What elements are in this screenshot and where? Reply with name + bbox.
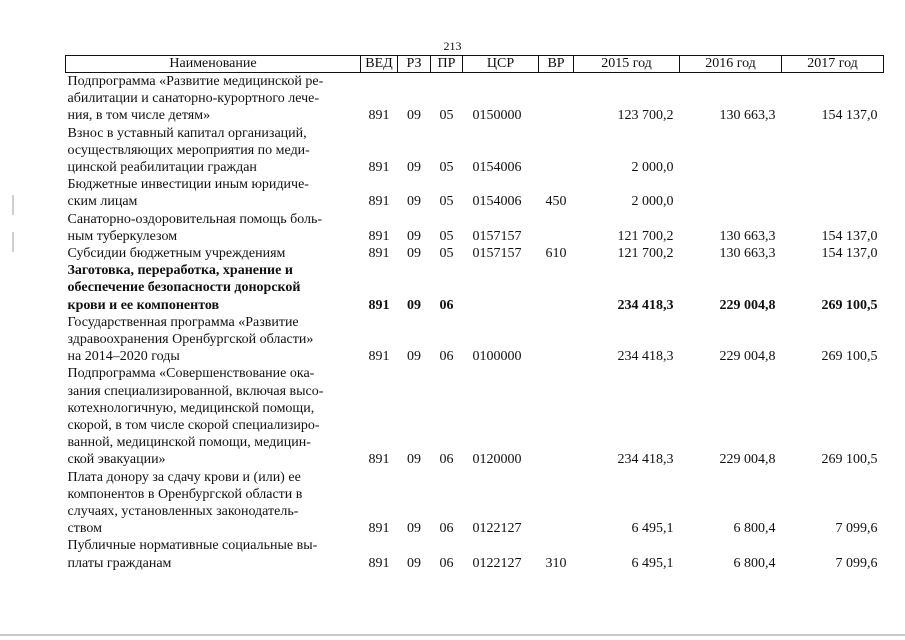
cell-2015: 123 700,2 — [617, 108, 674, 124]
cell-rz: 09 — [407, 521, 421, 537]
cell-2017: 269 100,5 — [821, 297, 878, 313]
cell-ved: 891 — [368, 349, 390, 365]
cell-2017: 269 100,5 — [821, 452, 878, 468]
name-line: ской эвакуации» — [67, 452, 166, 468]
cell-pr: 05 — [439, 228, 454, 244]
cell-rz: 09 — [407, 228, 421, 244]
cell-ved: 891 — [368, 228, 390, 244]
table-row — [66, 262, 884, 314]
scan-edge-line — [0, 634, 905, 636]
table-row — [66, 176, 884, 210]
cell-name — [66, 365, 361, 468]
cell-csr: 0100000 — [472, 349, 522, 365]
name-line: случаях, установленных законодатель- — [67, 504, 299, 520]
header-rz: РЗ — [398, 56, 431, 73]
table-row — [66, 537, 884, 571]
cell-csr — [463, 262, 539, 314]
cell-rz: 09 — [407, 160, 421, 176]
name-line: осуществляющих мероприятия по меди- — [67, 142, 310, 158]
cell-2015: 234 418,3 — [617, 452, 674, 468]
cell-vr: 310 — [545, 555, 567, 571]
cell-csr: 0154006 — [472, 160, 522, 176]
cell-name — [66, 125, 361, 177]
table-header-row — [66, 56, 884, 73]
page-number: 213 — [443, 39, 462, 53]
name-line: цинской реабилитации граждан — [67, 160, 257, 176]
cell-rz: 09 — [407, 349, 421, 365]
cell-csr: 0122127 — [472, 555, 522, 571]
name-line: Государственная программа «Развитие — [67, 314, 299, 330]
cell-ved: 891 — [368, 555, 390, 571]
cell-rz: 09 — [407, 555, 421, 571]
cell-2016: 6 800,4 — [733, 521, 776, 537]
cell-2016: 229 004,8 — [719, 349, 776, 365]
cell-pr: 06 — [439, 297, 454, 313]
name-line: Взнос в уставный капитал организаций, — [67, 125, 307, 141]
table-row — [66, 125, 884, 177]
cell-2016: 130 663,3 — [719, 108, 776, 124]
name-line: платы гражданам — [67, 555, 172, 571]
cell-ved: 891 — [368, 297, 390, 313]
cell-pr: 05 — [439, 108, 454, 124]
cell-name — [66, 537, 361, 571]
cell-2017 — [782, 125, 884, 177]
cell-ved: 891 — [368, 521, 390, 537]
cell-2015: 6 495,1 — [631, 555, 674, 571]
cell-2015: 2 000,0 — [631, 160, 674, 176]
cell-2016: 130 663,3 — [719, 246, 776, 262]
cell-name — [66, 262, 361, 314]
cell-rz: 09 — [407, 108, 421, 124]
cell-2017: 7 099,6 — [835, 521, 878, 537]
cell-csr: 0157157 — [472, 246, 522, 262]
cell-2015: 234 418,3 — [617, 349, 674, 365]
header-2015: 2015 год — [574, 56, 680, 73]
cell-rz: 09 — [407, 194, 421, 210]
name-line: Публичные нормативные социальные вы- — [67, 538, 318, 554]
cell-name — [66, 73, 361, 125]
cell-2015: 234 418,3 — [617, 297, 674, 313]
cell-2017: 154 137,0 — [821, 246, 878, 262]
cell-2017: 154 137,0 — [821, 228, 878, 244]
cell-ved: 891 — [368, 160, 390, 176]
name-line: ским лицам — [67, 194, 138, 210]
table-row — [66, 73, 884, 125]
table-row — [66, 314, 884, 366]
name-line: Санаторно-оздоровительная помощь боль- — [67, 211, 323, 227]
cell-csr: 0122127 — [472, 521, 522, 537]
name-line: ванной, медицинской помощи, медицин- — [67, 435, 311, 451]
cell-vr: 610 — [545, 246, 567, 262]
cell-csr: 0120000 — [472, 452, 522, 468]
name-line: зания специализированной, включая высо- — [67, 383, 324, 399]
cell-ved: 891 — [368, 246, 390, 262]
header-name: Наименование — [66, 56, 361, 73]
cell-csr: 0150000 — [472, 108, 522, 124]
scan-mark — [12, 195, 14, 215]
cell-ved: 891 — [368, 108, 390, 124]
cell-name — [66, 469, 361, 538]
cell-2016 — [680, 125, 782, 177]
header-2016: 2016 год — [680, 56, 782, 73]
cell-vr — [539, 314, 574, 366]
table-row — [66, 245, 884, 262]
cell-pr: 06 — [439, 555, 454, 571]
cell-vr — [539, 211, 574, 245]
name-line: здравоохранения Оренбургской области» — [67, 332, 314, 348]
cell-name — [66, 245, 361, 262]
name-line: ным туберкулезом — [67, 228, 178, 244]
table-row — [66, 211, 884, 245]
name-line: Плата донору за сдачу крови и (или) ее — [67, 469, 301, 485]
cell-2015: 6 495,1 — [631, 521, 674, 537]
cell-csr: 0157157 — [472, 228, 522, 244]
scan-mark — [12, 232, 14, 252]
cell-2016: 6 800,4 — [733, 555, 776, 571]
table-body — [66, 73, 884, 572]
cell-pr: 05 — [439, 160, 454, 176]
header-ved: ВЕД — [361, 56, 398, 73]
cell-vr — [539, 125, 574, 177]
cell-2017 — [782, 176, 884, 210]
cell-2016: 229 004,8 — [719, 452, 776, 468]
cell-2016 — [680, 176, 782, 210]
name-line: крови и ее компонентов — [67, 297, 220, 313]
cell-rz: 09 — [407, 297, 421, 313]
cell-pr: 06 — [439, 452, 454, 468]
cell-name — [66, 176, 361, 210]
name-line: на 2014–2020 годы — [67, 349, 180, 365]
cell-vr — [539, 469, 574, 538]
cell-vr — [539, 365, 574, 468]
name-line: обеспечение безопасности донорской — [67, 280, 301, 296]
cell-rz: 09 — [407, 452, 421, 468]
name-line: Подпрограмма «Развитие медицинской ре- — [67, 74, 324, 89]
table-row — [66, 365, 884, 468]
cell-pr: 05 — [439, 194, 454, 210]
cell-pr: 06 — [439, 521, 454, 537]
cell-2015: 121 700,2 — [617, 246, 674, 262]
header-csr: ЦСР — [463, 56, 539, 73]
budget-table — [65, 55, 884, 572]
cell-vr — [539, 262, 574, 314]
header-pr: ПР — [431, 56, 463, 73]
cell-2017: 269 100,5 — [821, 349, 878, 365]
cell-vr: 450 — [545, 194, 567, 210]
name-line: Подпрограмма «Совершенствование ока- — [67, 366, 315, 382]
cell-csr: 0154006 — [472, 194, 522, 210]
cell-name — [66, 314, 361, 366]
name-line: Субсидии бюджетным учреждениям — [67, 246, 286, 262]
name-line: абилитации и санаторно-курортного лече- — [67, 91, 320, 107]
name-line: котехнологичную, медицинской помощи, — [67, 400, 315, 416]
cell-pr: 05 — [439, 246, 454, 262]
name-line: компонентов в Оренбургской области в — [67, 486, 303, 502]
name-line: скорой, в том числе скорой специализиро- — [67, 418, 320, 434]
name-line: Бюджетные инвестиции иным юридиче- — [67, 177, 309, 193]
cell-vr — [539, 73, 574, 125]
header-vr: ВР — [539, 56, 574, 73]
cell-ved: 891 — [368, 194, 390, 210]
name-line: ния, в том числе детям» — [67, 108, 211, 124]
cell-2015: 121 700,2 — [617, 228, 674, 244]
name-line: Заготовка, переработка, хранение и — [67, 263, 293, 279]
cell-2016: 229 004,8 — [719, 297, 776, 313]
cell-2017: 154 137,0 — [821, 108, 878, 124]
cell-ved: 891 — [368, 452, 390, 468]
cell-2016: 130 663,3 — [719, 228, 776, 244]
cell-name — [66, 211, 361, 245]
header-2017: 2017 год — [782, 56, 884, 73]
cell-pr: 06 — [439, 349, 454, 365]
table-row — [66, 469, 884, 538]
cell-rz: 09 — [407, 246, 421, 262]
name-line: ством — [67, 521, 102, 537]
cell-2017: 7 099,6 — [835, 555, 878, 571]
cell-2015: 2 000,0 — [631, 194, 674, 210]
